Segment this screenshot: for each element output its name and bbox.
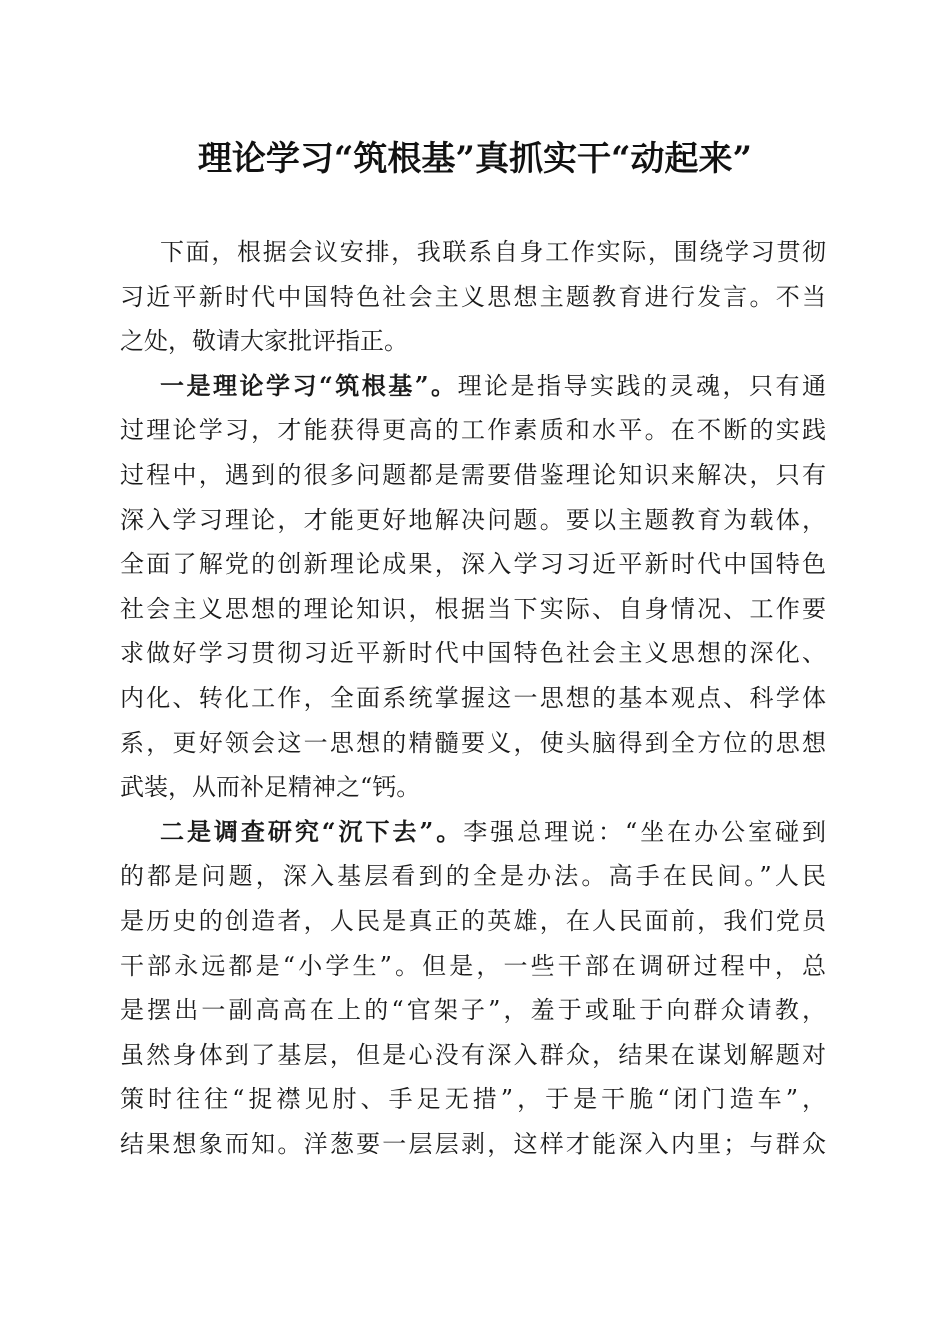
text-line bbox=[120, 408, 826, 453]
text-line bbox=[120, 854, 826, 899]
line-text: 武装，从而补足精神之“钙。 bbox=[120, 773, 421, 802]
line-text: 李强总理说：“坐在办公室碰到 bbox=[463, 817, 826, 846]
line-text: 之处，敬请大家批评指正。 bbox=[120, 327, 408, 356]
paragraph-lead: 二是调查研究“沉下去”。 bbox=[160, 816, 464, 846]
line-text: 求做好学习贯彻习近平新时代中国特色社会主义思想的深化、 bbox=[120, 639, 826, 668]
text-line bbox=[120, 364, 826, 409]
text-line bbox=[120, 631, 826, 676]
line-text: 深入学习理论，才能更好地解决问题。要以主题教育为载体， bbox=[120, 505, 826, 534]
text-line bbox=[120, 1077, 826, 1122]
text-line bbox=[120, 988, 826, 1033]
text-line bbox=[120, 542, 826, 587]
line-text: 理论是指导实践的灵魂，只有通 bbox=[457, 371, 826, 400]
line-text: 过理论学习，才能获得更高的工作素质和水平。在不断的实践 bbox=[120, 416, 826, 445]
line-text: 的都是问题，深入基层看到的全是办法。高手在民间。”人民 bbox=[120, 862, 826, 891]
paragraph-lead: 一是理论学习“筑根基”。 bbox=[160, 370, 458, 400]
text-line bbox=[120, 453, 826, 498]
line-text: 干部永远都是“小学生”。但是，一些干部在调研过程中，总 bbox=[120, 951, 826, 980]
text-line bbox=[120, 721, 826, 766]
text-line bbox=[120, 275, 826, 320]
line-text: 是摆出一副高高在上的“官架子”，羞于或耻于向群众请教， bbox=[120, 996, 826, 1025]
document-title: 理论学习“筑根基”真抓实干“动起来” bbox=[197, 139, 753, 179]
text-line bbox=[120, 587, 826, 632]
text-line bbox=[120, 676, 826, 721]
line-text: 习近平新时代中国特色社会主义思想主题教育进行发言。不当 bbox=[120, 282, 826, 311]
line-text: 下面，根据会议安排，我联系自身工作实际，围绕学习贯彻 bbox=[160, 238, 826, 266]
text-line bbox=[120, 1033, 826, 1078]
text-line bbox=[120, 765, 826, 810]
line-text: 是历史的创造者，人民是真正的英雄，在人民面前，我们党员 bbox=[120, 906, 826, 935]
text-line bbox=[120, 319, 826, 364]
line-text: 虽然身体到了基层，但是心没有深入群众，结果在谋划解题对 bbox=[120, 1040, 826, 1069]
line-text: 过程中，遇到的很多问题都是需要借鉴理论知识来解决，只有 bbox=[120, 460, 826, 489]
paragraph-field-research bbox=[120, 810, 826, 1167]
line-text: 系，更好领会这一思想的精髓要义，使头脑得到全方位的思想 bbox=[120, 728, 826, 757]
document-body bbox=[120, 230, 826, 1166]
text-line bbox=[120, 810, 826, 855]
paragraph-intro bbox=[120, 230, 826, 364]
line-text: 内化、转化工作，全面系统掌握这一思想的基本观点、科学体 bbox=[120, 683, 826, 712]
text-line bbox=[120, 230, 826, 275]
text-line bbox=[120, 1122, 826, 1167]
text-line bbox=[120, 944, 826, 989]
text-line bbox=[120, 498, 826, 543]
line-text: 结果想象而知。洋葱要一层层剥，这样才能深入内里；与群众 bbox=[120, 1129, 826, 1158]
line-text: 全面了解党的创新理论成果，深入学习习近平新时代中国特色 bbox=[120, 550, 826, 579]
line-text: 社会主义思想的理论知识，根据当下实际、自身情况、工作要 bbox=[120, 594, 826, 623]
text-line bbox=[120, 899, 826, 944]
line-text: 策时往往“捉襟见肘、手足无措”，于是干脆“闭门造车”， bbox=[120, 1085, 826, 1114]
paragraph-theory-study bbox=[120, 364, 826, 810]
